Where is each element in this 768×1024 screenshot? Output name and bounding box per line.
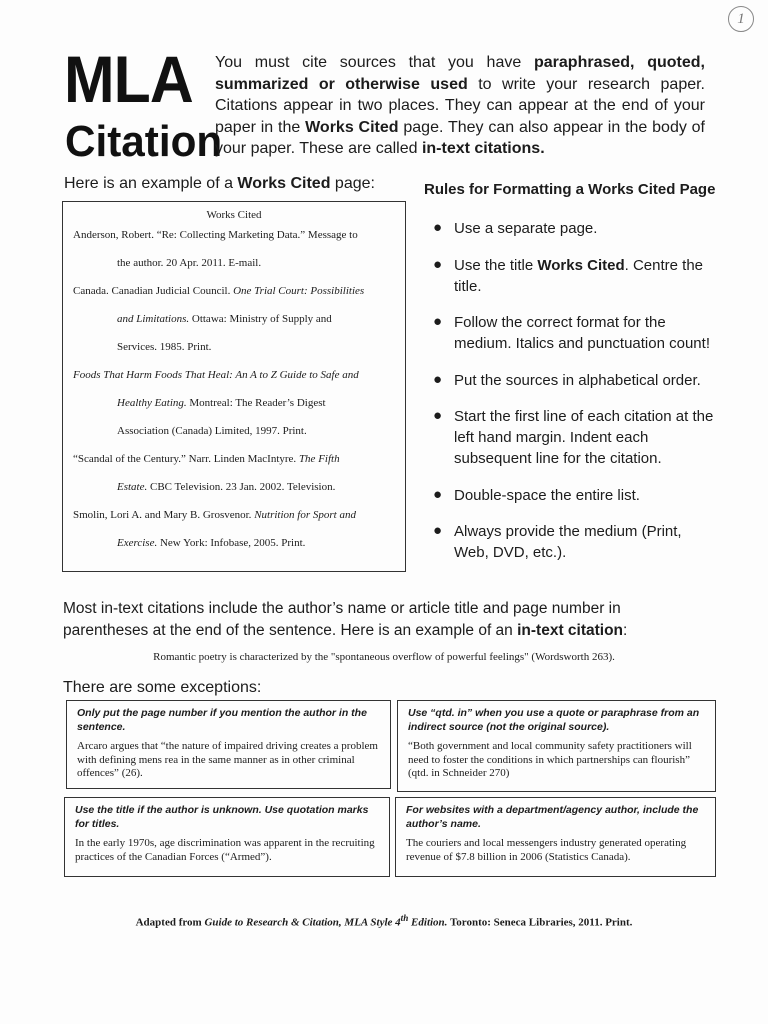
text-run: Toronto: Seneca Libraries, 2011. Print. <box>447 916 633 929</box>
entry-line <box>73 277 397 305</box>
bullet-icon: ● <box>433 522 443 539</box>
title-mla: MLA <box>64 42 193 116</box>
text-run: Use a separate page. <box>454 220 598 237</box>
exception-rule: For websites with a department/agency author, include the author’s name. <box>406 804 699 830</box>
text-run: Estate. <box>117 481 148 493</box>
exception-box <box>64 797 390 877</box>
text-run: One Trial Court: Possibilities <box>233 285 365 297</box>
works-cited-entry <box>73 221 397 277</box>
text-run: . Centre the title. <box>454 256 704 295</box>
works-cited-entry <box>73 445 397 501</box>
text-run: Ottawa: Ministry of Supply and <box>189 313 332 325</box>
text-run: Works Cited <box>237 175 331 192</box>
bullet-icon: ● <box>433 485 443 503</box>
entry-line <box>73 361 397 389</box>
text-run: Always provide the medium (Print, Web, DVD, etc.). <box>454 523 682 561</box>
text-run: Works Cited <box>305 118 399 136</box>
text-run: page: <box>330 175 375 192</box>
text-run: Most in-text citations include the author’s name or article title and page number in parentheses at the end of the sentence. Here is an example of an <box>63 600 621 639</box>
text-run: and Limitations. <box>117 313 190 325</box>
rules-list <box>430 218 720 579</box>
rule-item <box>430 255 720 297</box>
entry-line <box>73 473 397 501</box>
entry-line <box>73 417 397 445</box>
text-run: Nutrition for Sport and <box>254 509 356 521</box>
exception-rule: Use “qtd. in” when you use a quote or paraphrase from an indirect source (not the original source). <box>408 707 700 733</box>
text-run: to write your research paper. Citations appear in two places. They can appear at the end of your paper in the <box>215 75 706 136</box>
bullet-icon: ● <box>433 313 443 330</box>
text-run: Edition. <box>408 916 448 929</box>
text-run: Adapted from <box>135 916 205 929</box>
entry-line <box>73 305 397 333</box>
bullet-icon: ● <box>433 219 443 236</box>
source-footer <box>0 913 768 929</box>
exception-example: Arcaro argues that “the nature of impaired driving creates a problem with defining mens rea in the same manner as in other criminal offences” (26). <box>77 740 378 779</box>
bullet-icon: ● <box>433 407 443 424</box>
text-run: Anderson, Robert. “Re: Collecting Marketing Data.” Message to <box>73 229 358 241</box>
text-run: Follow the correct format for the medium. Italics and punctuation count! <box>454 314 710 352</box>
text-run: Canada. Canadian Judicial Council. <box>73 285 234 297</box>
text-run: the author. 20 Apr. 2011. E-mail. <box>117 257 262 269</box>
bullet-icon: ● <box>433 255 443 273</box>
rule-item <box>430 370 720 391</box>
text-run: : <box>623 621 628 639</box>
text-run: Services. 1985. Print. <box>117 341 212 353</box>
text-run: in-text citations. <box>421 140 545 157</box>
intro-paragraph <box>215 52 705 160</box>
text-run: New York: Infobase, 2005. Print. <box>157 537 306 549</box>
text-run: The Fifth <box>298 453 340 465</box>
text-run: Montreal: The Reader’s Digest <box>186 397 326 409</box>
text-run: Works Cited <box>537 256 625 274</box>
works-cited-entries <box>63 221 405 557</box>
entry-line <box>73 249 397 277</box>
exception-box <box>395 797 716 877</box>
works-cited-entry <box>73 501 397 557</box>
intext-citation-example: Romantic poetry is characterized by the "spontaneous overflow of powerful feelings" (Wordsworth 263). <box>153 651 615 663</box>
exception-rule: Use the title if the author is unknown. Use quotation marks for titles. <box>75 804 369 830</box>
works-cited-example-heading <box>64 175 375 193</box>
text-run: Healthy Eating. <box>117 397 187 409</box>
text-run: CBC Television. 23 Jan. 2002. Television. <box>147 481 336 493</box>
text-run: You must cite sources that you have <box>215 54 534 71</box>
text-run: in-text citation <box>517 621 624 639</box>
works-cited-title: Works Cited <box>206 209 262 221</box>
text-run: Foods That Harm Foods That Heal: An A to Z Guide to Safe and <box>73 369 359 381</box>
rule-item <box>430 312 720 354</box>
text-run: Guide to Research & Citation, MLA Style 4 <box>204 916 401 929</box>
rule-item <box>430 406 720 469</box>
entry-line <box>73 333 397 361</box>
rule-item <box>430 485 720 506</box>
page-number: 1 <box>728 6 754 32</box>
works-cited-example-box <box>62 201 406 572</box>
exception-rule: Only put the page number if you mention the author in the sentence. <box>77 707 367 733</box>
text-run: Association (Canada) Limited, 1997. Print. <box>117 425 307 437</box>
bullet-icon: ● <box>433 370 443 388</box>
exception-example: “Both government and local community safety practitioners will need to foster the conditions in which partnerships can flourish” (qtd. in Schneider 270) <box>408 740 692 779</box>
text-run: page. They can also appear in the body of your paper. These are called <box>215 118 706 157</box>
exception-box <box>66 700 391 789</box>
exception-box <box>397 700 716 792</box>
intext-paragraph <box>63 598 703 641</box>
text-run: Exercise. <box>117 537 158 549</box>
entry-line <box>73 445 397 473</box>
exception-example: The couriers and local messengers industry generated operating revenue of $7.8 billion in 2006 (Statistics Canada). <box>406 837 687 863</box>
exception-example: In the early 1970s, age discrimination was apparent in the recruiting practices of the Canadian Forces (“Armed”). <box>75 837 375 863</box>
text-run: Use the title <box>454 256 538 274</box>
title-citation: Citation <box>65 117 223 166</box>
rule-item <box>430 521 720 563</box>
text-run: Start the first line of each citation at the left hand margin. Indent each subsequent line for the citation. <box>454 408 714 467</box>
text-run: “Scandal of the Century.” Narr. Linden MacIntyre. <box>73 453 299 465</box>
text-run: Double-space the entire list. <box>454 486 640 504</box>
text-run: Put the sources in alphabetical order. <box>454 371 701 389</box>
entry-line <box>73 501 397 529</box>
rules-heading: Rules for Formatting a Works Cited Page <box>424 181 716 198</box>
works-cited-entry <box>73 277 397 361</box>
entry-line <box>73 389 397 417</box>
works-cited-entry <box>73 361 397 445</box>
text-run: Smolin, Lori A. and Mary B. Grosvenor. <box>73 509 255 521</box>
text-run: paraphrased, quoted, summarized or otherwise used <box>215 54 705 93</box>
rule-item <box>430 218 720 239</box>
entry-line <box>73 221 397 249</box>
text-run: Here is an example of a <box>64 175 238 192</box>
entry-line <box>73 529 397 557</box>
exceptions-heading: There are some exceptions: <box>63 679 262 696</box>
text-run: th <box>400 913 409 923</box>
